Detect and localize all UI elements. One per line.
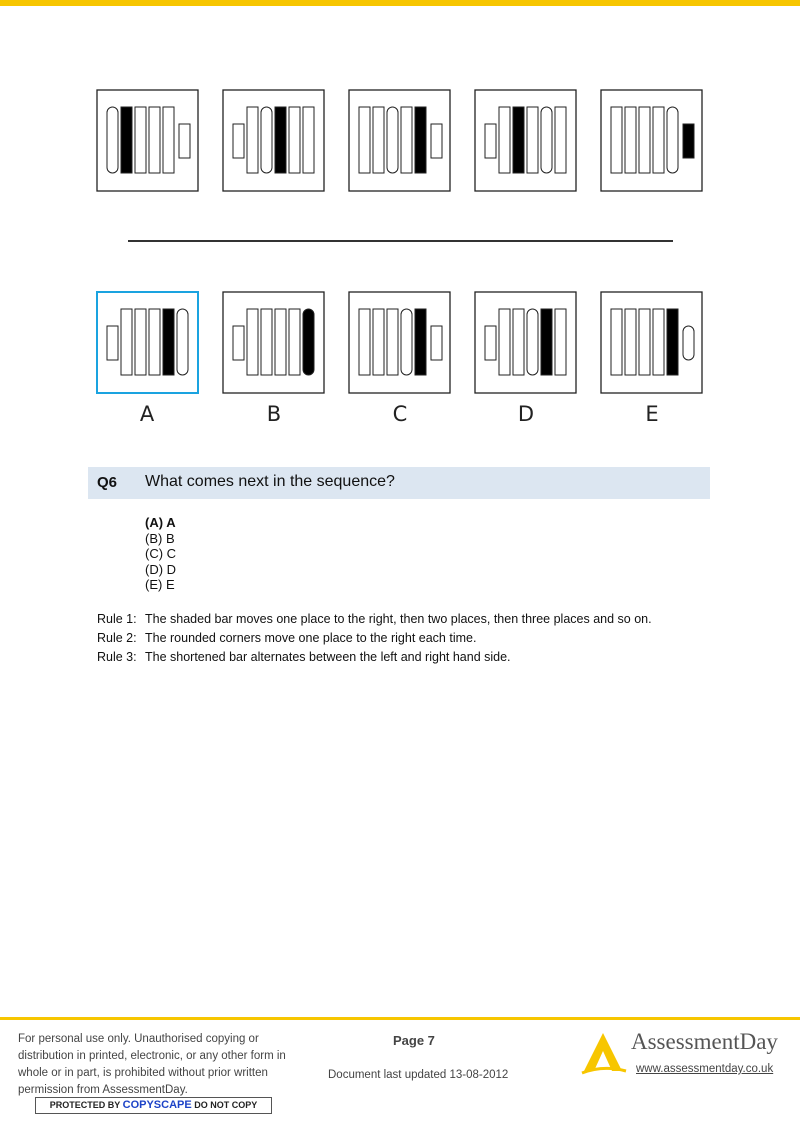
option-label-b: B [266, 402, 282, 426]
website-link[interactable]: www.assessmentday.co.uk [636, 1063, 774, 1075]
bar [135, 309, 146, 375]
bar [541, 309, 552, 375]
option-label-a: A [139, 402, 155, 426]
choice-key: (C) [145, 546, 164, 561]
bar [359, 309, 370, 375]
rule-text: The shortened bar alternates between the left and right hand side. [145, 650, 511, 664]
bar [415, 309, 426, 375]
copyscape-badge[interactable] [35, 1097, 272, 1114]
bar [275, 309, 286, 375]
copyscape-post: DO NOT COPY [194, 1100, 258, 1110]
question-bar [88, 467, 710, 499]
choice-d[interactable] [145, 562, 176, 578]
rule-text: The rounded corners move one place to the right each time. [145, 631, 477, 645]
short-bar [431, 326, 442, 360]
bar [611, 309, 622, 375]
option-label-c: C [392, 402, 408, 426]
short-bar [107, 326, 118, 360]
rule-text: The shaded bar moves one place to the right, then two places, then three places and so on. [145, 612, 652, 626]
option-label-e: E [645, 402, 659, 426]
bar [499, 309, 510, 375]
bar [121, 309, 132, 375]
question-number: Q6 [97, 474, 118, 491]
copyscape-brand: COPYSCAPE [122, 1099, 192, 1111]
bar [303, 309, 314, 375]
option-label-d: D [517, 402, 535, 426]
choice-label: B [165, 530, 175, 546]
option-figure-5[interactable] [601, 292, 702, 393]
bar [177, 309, 188, 375]
brand-name: AssessmentDay [631, 1029, 778, 1054]
rule-2 [97, 629, 652, 648]
rule-id: Rule 2: [97, 631, 137, 645]
bar [247, 309, 258, 375]
choice-e[interactable] [145, 577, 176, 593]
last-updated: Document last updated 13-08-2012 [328, 1069, 509, 1081]
choice-key: (E) [145, 577, 163, 592]
footer-accent-line [0, 1017, 800, 1020]
choice-key: (D) [145, 561, 164, 577]
bar [653, 309, 664, 375]
rules-list [97, 610, 652, 667]
short-bar [683, 326, 694, 360]
bar [387, 309, 398, 375]
page-number: Page 7 [393, 1033, 435, 1048]
rule-id: Rule 1: [97, 612, 137, 626]
option-figure-1[interactable] [97, 292, 198, 393]
bar [289, 309, 300, 375]
bar [625, 309, 636, 375]
bar [555, 309, 566, 375]
option-figure-2[interactable] [223, 292, 324, 393]
assessmentday-logo-icon [578, 1029, 628, 1077]
bar [261, 309, 272, 375]
choice-key: (A) [145, 515, 164, 530]
option-figures [0, 0, 800, 400]
copyright-notice: For personal use only. Unauthorised copying or distribution in printed, electronic, or any other form in whole or in part, is prohibited without prior written permission from AssessmentDay. [18, 1033, 286, 1096]
rule-id: Rule 3: [97, 650, 137, 664]
bar [373, 309, 384, 375]
choice-b[interactable] [145, 531, 176, 547]
bar [401, 309, 412, 375]
choice-label: A [166, 515, 176, 530]
short-bar [485, 326, 496, 360]
bar [513, 309, 524, 375]
bar [639, 309, 650, 375]
bar [667, 309, 678, 375]
option-figure-4[interactable] [475, 292, 576, 393]
short-bar [233, 326, 244, 360]
bar [527, 309, 538, 375]
rule-1 [97, 610, 652, 629]
bar [149, 309, 160, 375]
question-text: What comes next in the sequence? [145, 473, 395, 490]
bar [163, 309, 174, 375]
choice-label: E [165, 577, 175, 592]
choice-c[interactable] [145, 546, 176, 562]
choice-key: (B) [145, 530, 163, 546]
answer-choices [145, 515, 176, 593]
copyscape-pre: PROTECTED BY [49, 1100, 121, 1110]
choice-label: C [166, 546, 177, 561]
choice-a[interactable] [145, 515, 176, 531]
choice-label: D [166, 561, 177, 577]
rule-3 [97, 648, 652, 667]
option-figure-3[interactable] [349, 292, 450, 393]
